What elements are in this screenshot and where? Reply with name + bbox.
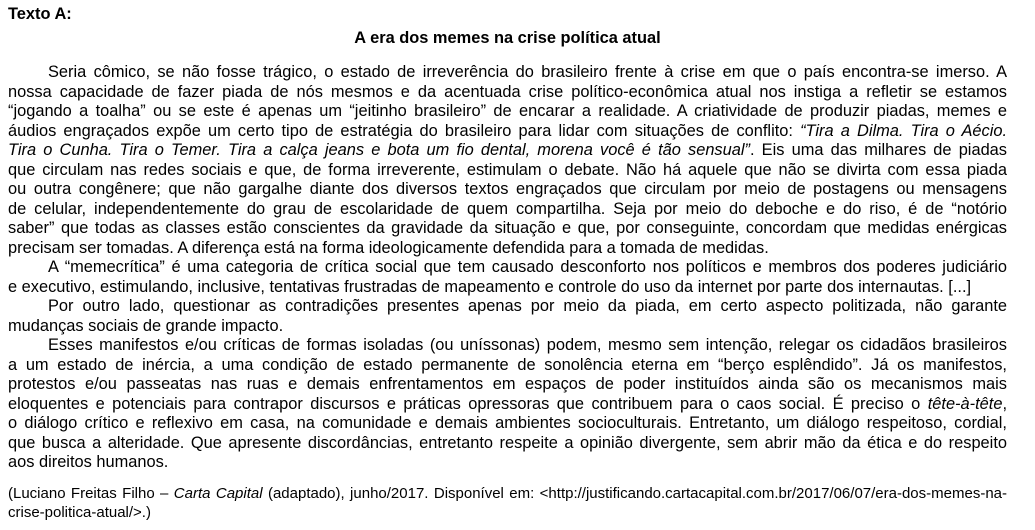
text-line: ou outra congênere; que não gargalhe diante dos diversos textos engraçados que circulam por meio de postagens ou mensagens: [8, 180, 1007, 198]
text-segment: . Eis uma das milhares de piadas: [749, 141, 1007, 159]
text-line: nossa capacidade de fazer piada de nós mesmos e da acentuada crise político-econômica atual nos instiga a refletir se estamos: [8, 82, 1007, 101]
text-line: saber” que todas as classes estão conscientes da gravidade da situação e que, por conseguinte, concordam que medidas enérgicas: [8, 219, 1007, 237]
text-line: a um estado de inércia, a uma condição de estado permanente de sonolência eterna em “berço esplêndido”. Já os manifestos,: [8, 355, 1007, 374]
text-segment: (adaptado), junho/2017. Disponível em: <http://justificando.cartacapital.com.br/2017/06/07/era-dos-memes-na-: [262, 485, 1007, 502]
publication-name: Carta Capital: [173, 485, 263, 502]
text-line: o diálogo crítico e reflexivo em casa, na comunidade e demais ambientes socioculturais. Entretanto, um diálogo respeitoso, cordial,: [8, 414, 1007, 432]
text-line: [8, 122, 1007, 142]
text-line: Por outro lado, questionar as contradições presentes apenas por meio da piada, em certo aspecto politizada, não garante: [48, 297, 1007, 315]
text-segment: áudios engraçados expõe um certo tipo de estratégia do brasileiro para lidar com situações de conflito:: [8, 121, 801, 140]
italic-quote: Tira o Cunha. Tira o Temer. Tira a calça jeans e bota um fio dental, morena você é tão sensual”: [8, 141, 750, 159]
article-body: [8, 63, 1007, 473]
italic-quote: “Tira a Dilma. Tira o Aécio.: [800, 121, 1008, 140]
text-segment: ,: [1002, 394, 1007, 413]
article-title: A era dos memes na crise política atual: [354, 29, 661, 47]
source-line: crise-politica-atual/>.): [8, 503, 151, 521]
text-segment: (Luciano Freitas Filho –: [8, 485, 174, 502]
text-line: [8, 395, 1007, 415]
italic-term: tête-à-tête: [927, 394, 1003, 413]
text-line: e executivo, estimulando, inclusive, tentativas frustradas de mapeamento e controle do uso da internet por parte dos internautas. [...]: [8, 277, 972, 296]
text-line: aos direitos humanos.: [8, 453, 169, 471]
paragraph: [8, 297, 1007, 336]
text-line: que circulam nas redes sociais e que, de forma irreverente, estimulam o debate. Não há aquele que não se divirta com essa piada: [8, 160, 1007, 179]
text-line: de celular, independentemente do grau de escolaridade de quem compartilha. Seja por meio do deboche e do riso, é de “notório: [8, 199, 1007, 218]
paragraph: [8, 258, 1007, 297]
text-line: precisam ser tomadas. A diferença está na forma ideologicamente defendida para a tomada de medidas.: [8, 238, 769, 257]
text-line: Seria cômico, se não fosse trágico, o estado de irreverência do brasileiro frente à crise em que o país encontra-se imerso. A: [48, 63, 1007, 81]
paragraph: [8, 63, 1007, 258]
text-line: que busca a alteridade. Que apresente discordâncias, entretanto respeite a opinião divergente, sem abrir mão da ética e do respeito: [8, 433, 1007, 452]
source-citation: [8, 485, 1007, 522]
text-line: Esses manifestos e/ou críticas de formas isoladas (ou uníssonas) podem, mesmo sem intenção, relegar os cidadãos brasileiros: [48, 336, 1007, 354]
text-line: mudanças sociais de grande impacto.: [8, 316, 284, 335]
text-line: “jogando a toalha” ou se este é apenas um “jeitinho brasileiro” de encarar a realidade. A criatividade de produzir piadas, memes e: [8, 102, 1007, 120]
text-line: [8, 141, 1007, 161]
text-line: A “memecrítica” é uma categoria de crítica social que tem causado desconforto nos políticos e membros dos poderes judiciário: [48, 258, 1007, 276]
paragraph: [8, 336, 1007, 473]
text-label: Texto A:: [8, 5, 72, 23]
text-segment: eloquentes e potenciais para contrapor discursos e práticas opressoras que contribuem para o caos social. É preciso o: [8, 394, 928, 413]
source-line: [8, 485, 1007, 504]
text-line: protestos e/ou passeatas nas ruas e demais enfrentamentos em espaços de poder instituídos ainda são os mecanismos mais: [8, 375, 1007, 393]
